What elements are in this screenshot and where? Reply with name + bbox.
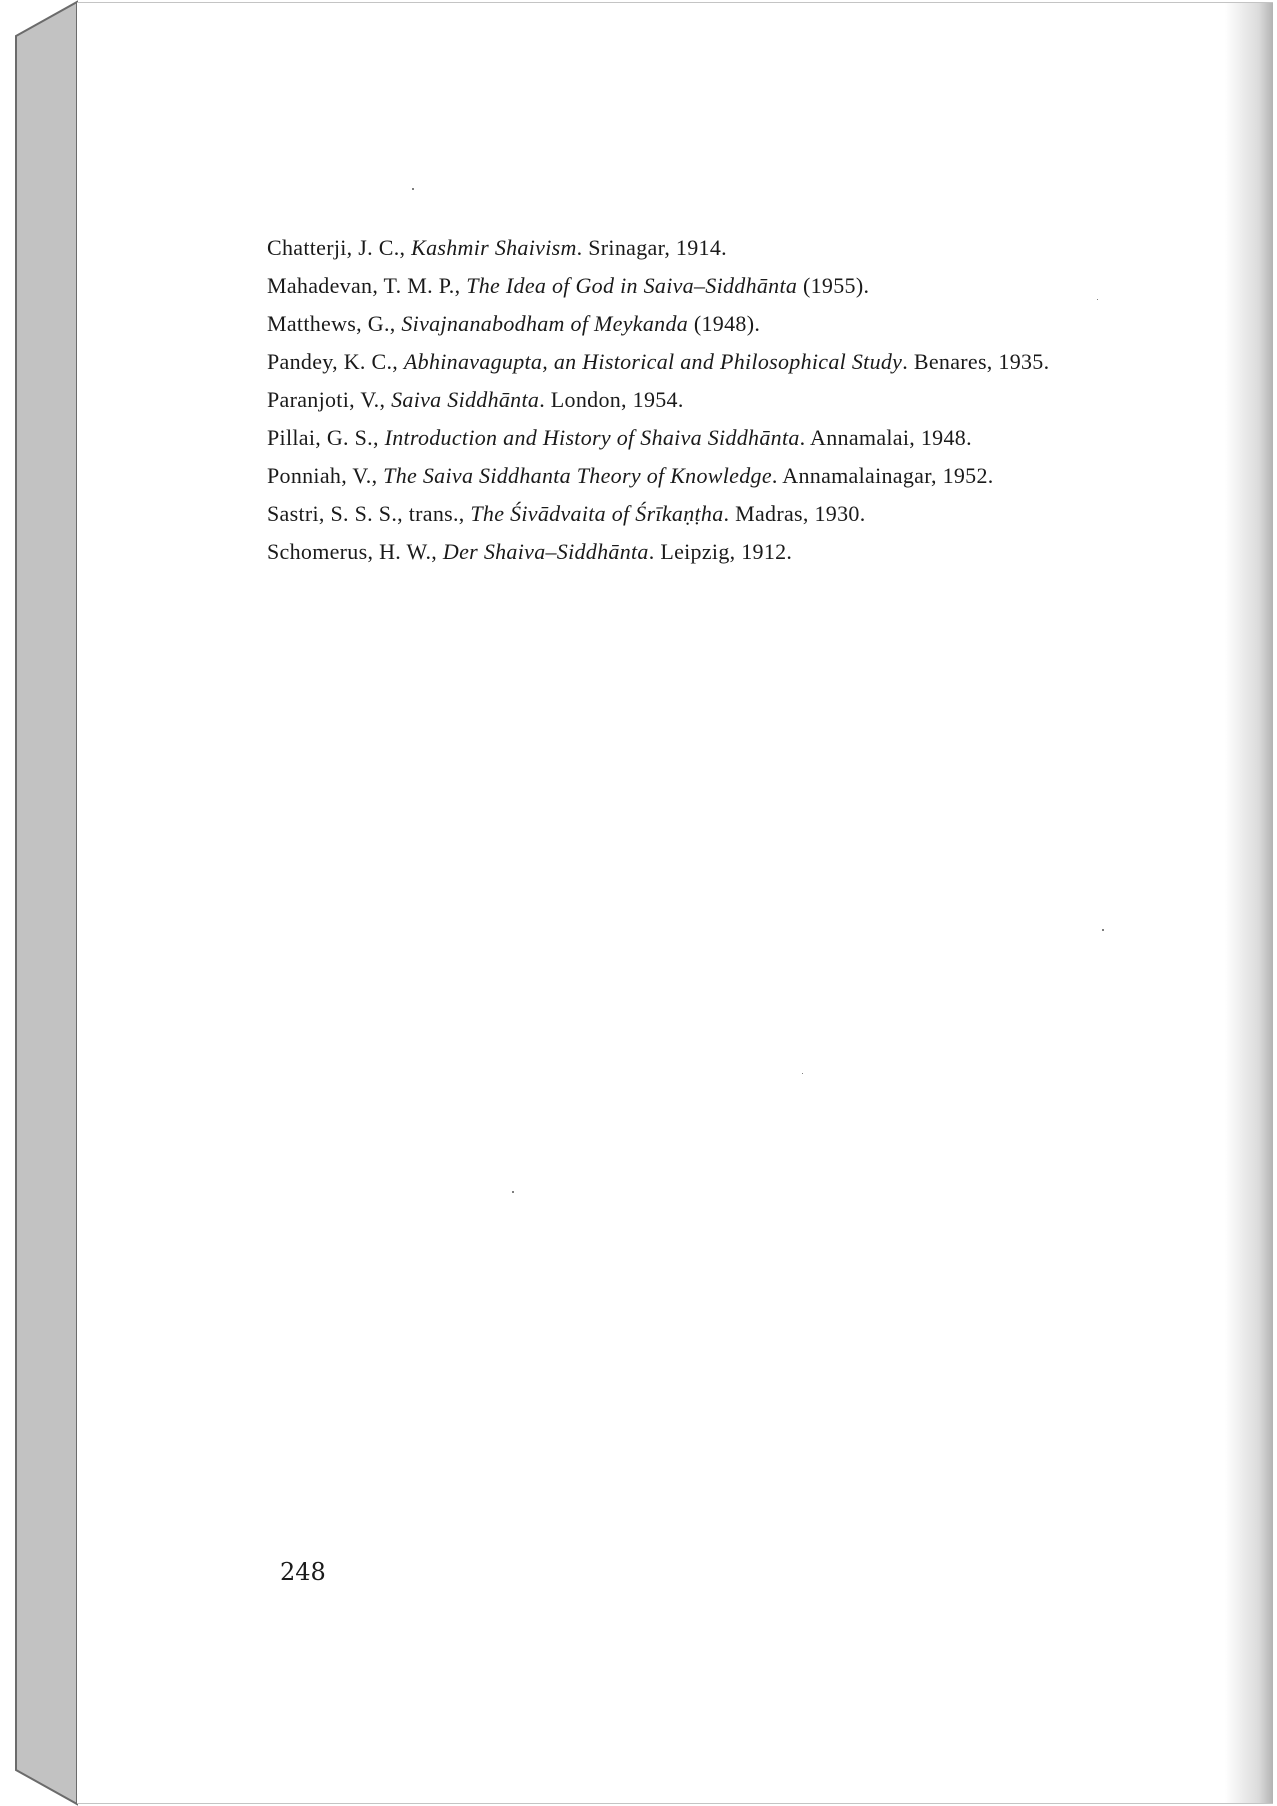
bibliography-entry: [267, 267, 1167, 305]
entry-author: Chatterji, J. C.,: [267, 235, 412, 260]
scan-speck: [512, 1191, 514, 1193]
entry-author: Pandey, K. C.,: [267, 349, 404, 374]
entry-title: Kashmir Shaivism: [411, 235, 577, 260]
entry-publication: . Annamalai, 1948.: [799, 425, 972, 450]
entry-publication: (1955).: [797, 273, 870, 298]
bibliography-entry: [267, 381, 1167, 419]
entry-title: Der Shaiva–Siddhānta: [442, 539, 649, 564]
scan-speck: [802, 1073, 803, 1074]
entry-title: The Śivādvaita of Śrīkaṇṭha: [470, 501, 724, 526]
bibliography-entry: [267, 343, 1167, 381]
bibliography-entry: [267, 495, 1167, 533]
page-number: 248: [280, 1558, 326, 1586]
entry-author: Ponniah, V.,: [267, 463, 384, 488]
entry-title: Sivajnanabodham of Meykanda: [401, 311, 689, 336]
entry-publication: . Srinagar, 1914.: [576, 235, 727, 260]
bibliography-entry: [267, 533, 1167, 571]
page-edge-shadow: [1225, 3, 1273, 1803]
entry-title: The Idea of God in Saiva–Siddhānta: [466, 273, 798, 298]
scan-speck: [412, 188, 414, 190]
entry-author: Pillai, G. S.,: [267, 425, 385, 450]
entry-title: Saiva Siddhānta: [391, 387, 540, 412]
entry-title: The Saiva Siddhanta Theory of Knowledge: [383, 463, 772, 488]
bibliography-entry: [267, 305, 1167, 343]
entry-title: Abhinavagupta, an Historical and Philosophical Study: [403, 349, 903, 374]
entry-publication: . Leipzig, 1912.: [648, 539, 793, 564]
entry-author: Mahadevan, T. M. P.,: [267, 273, 467, 298]
entry-publication: . Annamalainagar, 1952.: [771, 463, 994, 488]
entry-author: Paranjoti, V.,: [267, 387, 392, 412]
entry-title: Introduction and History of Shaiva Siddhānta: [384, 425, 800, 450]
entry-author: Sastri, S. S. S., trans.,: [267, 501, 471, 526]
entry-author: Matthews, G.,: [267, 311, 402, 336]
entry-publication: . Benares, 1935.: [902, 349, 1050, 374]
entry-publication: . Madras, 1930.: [723, 501, 866, 526]
entry-publication: (1948).: [688, 311, 761, 336]
scan-speck: [1102, 929, 1104, 931]
bibliography-entry: [267, 457, 1167, 495]
book-spine: [0, 0, 80, 1806]
scan-speck: [1097, 299, 1098, 300]
entry-publication: . London, 1954.: [539, 387, 684, 412]
bibliography-list: [267, 229, 1167, 571]
book-page: [77, 2, 1273, 1804]
bibliography-entry: [267, 229, 1167, 267]
bibliography-entry: [267, 419, 1167, 457]
entry-author: Schomerus, H. W.,: [267, 539, 443, 564]
